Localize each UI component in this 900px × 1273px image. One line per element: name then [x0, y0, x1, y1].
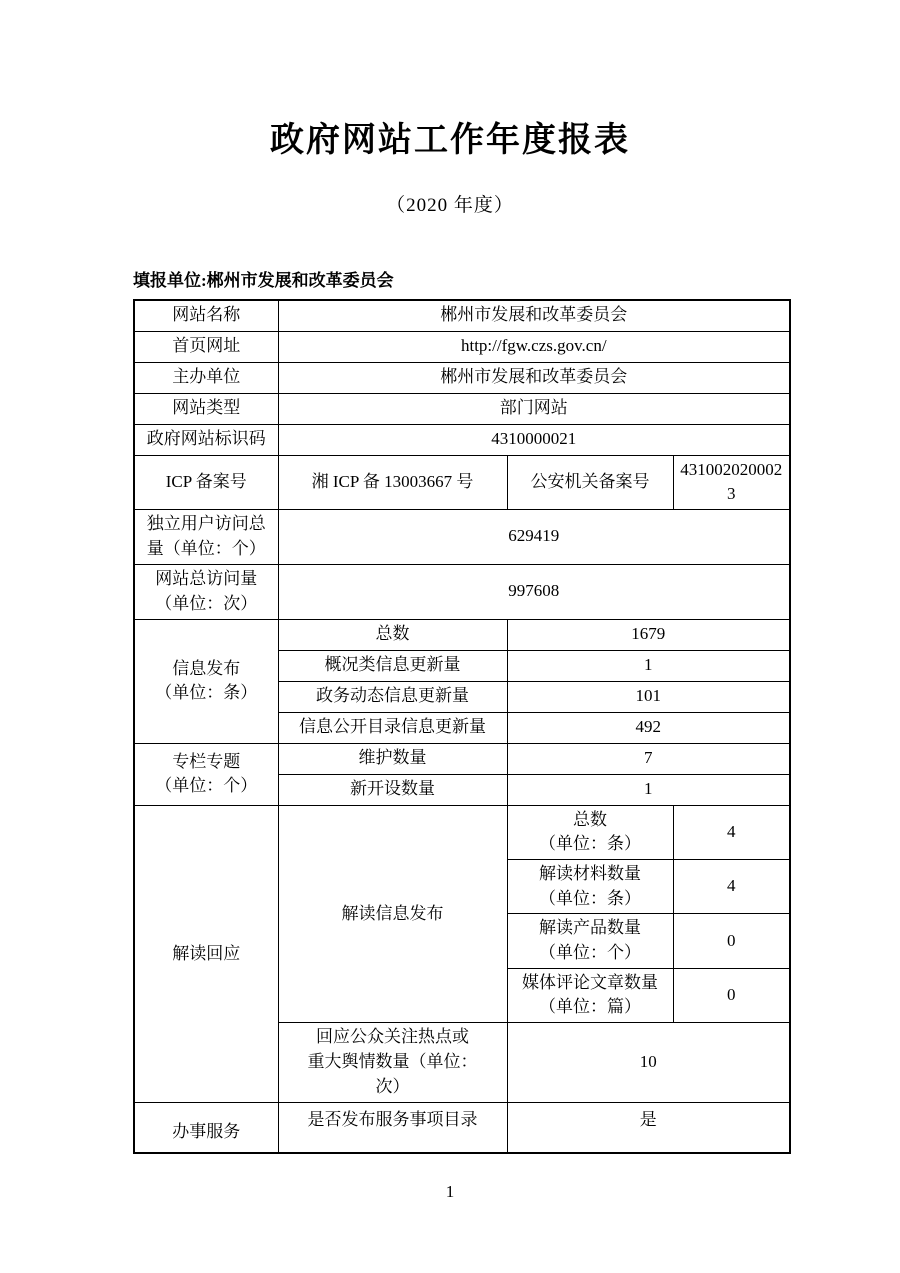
table-row-home-url — [134, 331, 790, 362]
icp-value: 湘 ICP 备 13003667 号 — [278, 455, 507, 509]
special-columns-item-value: 7 — [507, 743, 790, 774]
info-release-item-label: 信息公开目录信息更新量 — [278, 712, 507, 743]
info-release-item-value: 101 — [507, 681, 790, 712]
home-url-label: 首页网址 — [134, 331, 278, 362]
annual-report-table — [133, 299, 791, 1154]
organizer-value: 郴州市发展和改革委员会 — [278, 362, 790, 393]
interpretation-item-label: 总数 （单位：条） — [507, 805, 673, 859]
services-group-label: 办事服务 — [134, 1102, 278, 1153]
interpretation-item-value: 0 — [673, 914, 790, 968]
table-row-total-visits — [134, 564, 790, 619]
total-visits-value: 997608 — [278, 564, 790, 619]
police-record-value: 4310020200023 — [673, 455, 790, 509]
table-row-services-directory — [134, 1102, 790, 1153]
info-release-item-value: 1679 — [507, 619, 790, 650]
site-name-value: 郴州市发展和改革委员会 — [278, 300, 790, 331]
table-row-site-code — [134, 424, 790, 455]
special-columns-item-label: 新开设数量 — [278, 774, 507, 805]
unique-users-value: 629419 — [278, 509, 790, 564]
home-url-value: http://fgw.czs.gov.cn/ — [278, 331, 790, 362]
document-subtitle: （2020 年度） — [386, 195, 514, 216]
table-row-unique-users — [134, 509, 790, 564]
special-columns-item-label: 维护数量 — [278, 743, 507, 774]
info-release-item-label: 政务动态信息更新量 — [278, 681, 507, 712]
site-code-label: 政府网站标识码 — [134, 424, 278, 455]
info-release-item-label: 概况类信息更新量 — [278, 650, 507, 681]
table-row-site-type — [134, 393, 790, 424]
info-release-item-value: 492 — [507, 712, 790, 743]
total-visits-label: 网站总访问量 （单位：次） — [134, 564, 278, 619]
table-row-info-release-total — [134, 619, 790, 650]
hotspot-response-label: 回应公众关注热点或 重大舆情数量（单位： 次） — [278, 1022, 507, 1102]
page-number: 1 — [445, 1182, 455, 1201]
organizer-label: 主办单位 — [134, 362, 278, 393]
info-release-group-label: 信息发布 （单位：条） — [134, 619, 278, 743]
document-title: 政府网站工作年度报表 — [270, 121, 630, 159]
table-row-icp — [134, 455, 790, 509]
interpretation-sub-label: 解读信息发布 — [278, 805, 507, 1022]
site-type-label: 网站类型 — [134, 393, 278, 424]
interpretation-item-label: 解读产品数量 （单位：个） — [507, 914, 673, 968]
special-columns-item-value: 1 — [507, 774, 790, 805]
table-row-columns-maintained — [134, 743, 790, 774]
interpretation-item-label: 媒体评论文章数量 （单位：篇） — [507, 968, 673, 1022]
special-columns-group-label: 专栏专题 （单位：个） — [134, 743, 278, 805]
interpretation-item-value: 4 — [673, 805, 790, 859]
police-record-label: 公安机关备案号 — [507, 455, 673, 509]
table-row-organizer — [134, 362, 790, 393]
interpretation-item-value: 4 — [673, 860, 790, 914]
site-type-value: 部门网站 — [278, 393, 790, 424]
info-release-item-label: 总数 — [278, 619, 507, 650]
table-row-site-name — [134, 300, 790, 331]
services-item-value: 是 — [507, 1102, 790, 1153]
site-code-value: 4310000021 — [278, 424, 790, 455]
unique-users-label: 独立用户访问总 量（单位：个） — [134, 509, 278, 564]
services-item-label: 是否发布服务事项目录 — [278, 1102, 507, 1153]
table-row-interpretation-total — [134, 805, 790, 859]
reporting-unit-line: 填报单位:郴州市发展和改革委员会 — [133, 271, 394, 290]
site-name-label: 网站名称 — [134, 300, 278, 331]
hotspot-response-value: 10 — [507, 1022, 790, 1102]
interpretation-item-value: 0 — [673, 968, 790, 1022]
interpretation-item-label: 解读材料数量 （单位：条） — [507, 860, 673, 914]
interpretation-group-label: 解读回应 — [134, 805, 278, 1102]
info-release-item-value: 1 — [507, 650, 790, 681]
icp-label: ICP 备案号 — [134, 455, 278, 509]
